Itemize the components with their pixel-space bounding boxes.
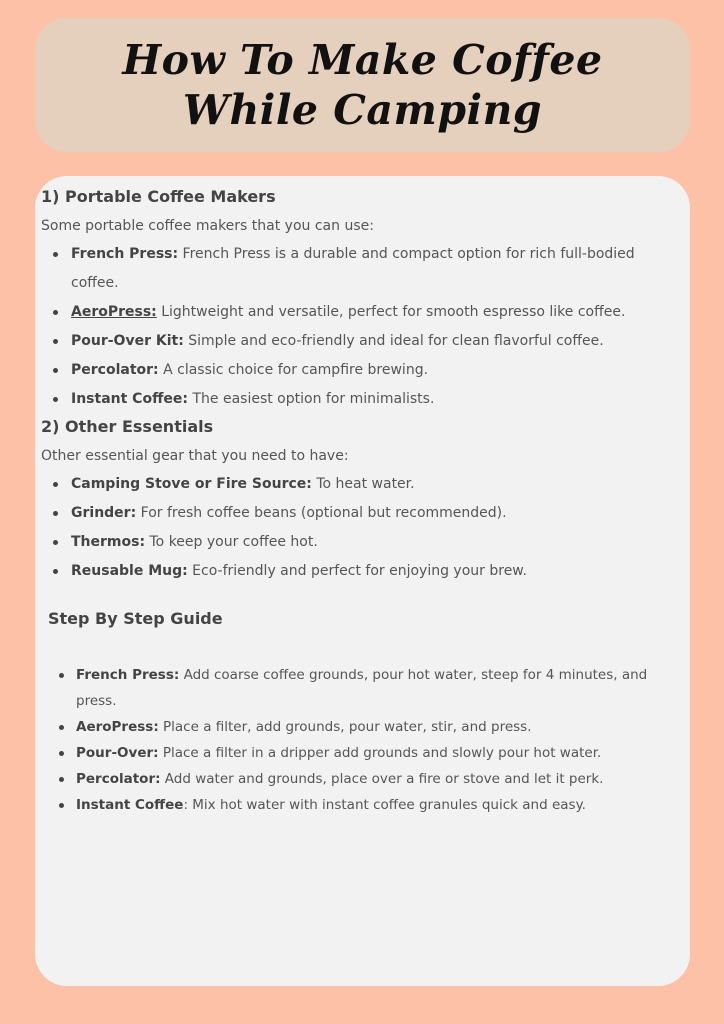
content-card [35,176,690,986]
page-title-line-1: How To Make Coffee [122,36,603,84]
item-text: To heat water. [311,476,415,492]
item-label: French Press: [71,246,179,262]
section-intro-portable-coffee-makers: Some portable coffee makers that you can use: [41,218,374,234]
item-label: Instant Coffee: [71,391,189,407]
item-label: Pour-Over: [76,745,159,761]
list-item [76,792,681,818]
item-label: Percolator: [76,771,161,787]
content-body [41,184,681,818]
list-item [71,298,681,327]
item-text: Eco-friendly and perfect for enjoying your brew. [187,563,527,579]
page-title-line-2: While Camping [182,86,543,134]
list-item [71,528,681,557]
list-item [76,662,681,714]
section-heading-portable-coffee-makers: 1) Portable Coffee Makers [41,187,276,206]
list-item [71,327,681,356]
other-essentials-section [41,414,681,586]
aeropress-link[interactable]: AeroPress: [71,304,157,320]
item-text: Lightweight and versatile, perfect for smooth espresso like coffee. [156,304,626,320]
item-label: Camping Stove or Fire Source: [71,476,312,492]
item-text: For fresh coffee beans (optional but recommended). [136,505,507,521]
title-banner [35,18,690,152]
item-label: French Press: [76,667,180,683]
section-heading-other-essentials: 2) Other Essentials [41,417,214,436]
item-text: French Press is a durable and compact option for rich full-bodied coffee. [71,246,635,291]
item-text: Place a filter in a dripper add grounds and slowly pour hot water. [158,745,602,761]
list-item [76,766,681,792]
item-label: AeroPress: [76,719,159,735]
item-text: Add water and grounds, place over a fire or stove and let it perk. [160,771,604,787]
list-item [71,356,681,385]
section-intro-other-essentials: Other essential gear that you need to have: [41,448,349,464]
item-label: Grinder: [71,505,137,521]
item-text: The easiest option for minimalists. [188,391,435,407]
item-text: Simple and eco-friendly and ideal for clean flavorful coffee. [183,333,604,349]
item-label: Percolator: [71,362,159,378]
list-item [71,499,681,528]
item-text: Add coarse coffee grounds, pour hot water, steep for 4 minutes, and press. [76,667,648,709]
other-essentials-list [41,470,681,586]
item-label: Thermos: [71,534,146,550]
list-item [71,557,681,586]
item-text: To keep your coffee hot. [145,534,318,550]
list-item [71,385,681,414]
item-label: Reusable Mug: [71,563,188,579]
portable-coffee-makers-list [41,240,681,414]
list-item [71,470,681,499]
list-item [76,714,681,740]
list-item [71,240,681,298]
item-label: Pour-Over Kit: [71,333,184,349]
item-text: A classic choice for campfire brewing. [158,362,429,378]
list-item [76,740,681,766]
item-label: Instant Coffee [76,797,184,813]
item-text: Place a filter, add grounds, pour water, stir, and press. [158,719,532,735]
step-by-step-guide-list [41,662,681,818]
section-heading-step-by-step-guide: Step By Step Guide [48,609,223,628]
item-text: : Mix hot water with instant coffee granules quick and easy. [183,797,586,813]
